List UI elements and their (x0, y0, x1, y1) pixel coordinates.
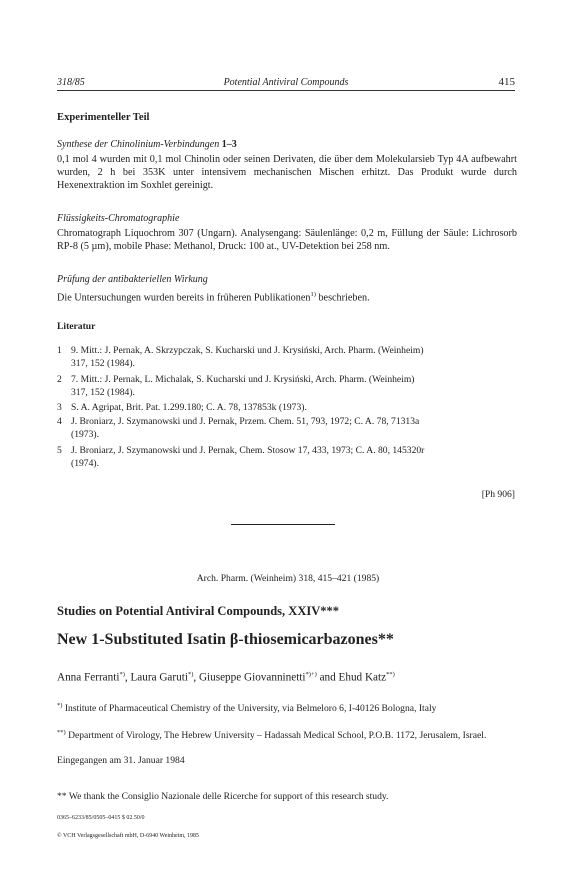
author-name: Giuseppe Giovanninetti (198, 671, 306, 684)
header-rule (57, 90, 515, 91)
manuscript-code: [Ph 906] (481, 489, 515, 500)
affiliation-2: **) Department of Virology, The Hebrew University – Hadassah Medical School, P.O.B. 1172, Jerusalem, Israel. (57, 729, 487, 742)
header-title: Potential Antiviral Compounds (223, 77, 349, 88)
literature-heading: Literatur (57, 321, 96, 332)
subsection-hplc: Flüssigkeits-Chromatographie (57, 213, 180, 224)
hplc-paragraph: Chromatograph Liquochrom 307 (Ungarn). Analysengang: Säulenlänge: 0,2 m, Füllung der Säule: Lichrosorb RP-8 (5 µm), mobile Phase: Methanol, Druck: 100 at., UV-Detektion bei 258 nm. (57, 228, 517, 252)
series-title: Studies on Potential Antiviral Compounds, XXIV*** (57, 604, 339, 618)
page-number: 415 (498, 76, 515, 88)
author-name: Anna Ferranti (57, 671, 120, 684)
subsection-synthesis: Synthese der Chinolinium-Verbindungen 1–3 (57, 139, 237, 150)
copyright-line: © VCH Verlagsgesellschaft mbH, D-6940 Weinheim, 1985 (57, 833, 200, 839)
acknowledgement: ** We thank the Consiglio Nazionale delle Ricerche for support of this research study. (57, 791, 389, 802)
received-date: Eingegangen am 31. Januar 1984 (57, 755, 185, 766)
author-name: Ehud Katz (338, 671, 387, 684)
subsection-test: Prüfung der antibakteriellen Wirkung (57, 274, 208, 285)
article-title: New 1-Substituted Isatin β-thiosemicarbazones** (57, 631, 394, 648)
section-heading: Experimenteller Teil (57, 112, 150, 123)
journal-citation: Arch. Pharm. (Weinheim) 318, 415–421 (1985) (196, 573, 380, 584)
header-issue: 318/85 (57, 77, 85, 88)
section-divider (231, 524, 335, 525)
issn-line: 0365–6233/85/0505–0415 $ 02.50/0 (57, 815, 145, 821)
synthesis-paragraph: 0,1 mol 4 wurden mit 0,1 mol Chinolin oder seinen Derivaten, die über dem Molekularsieb Typ 4A aufbewahrt wurden, 2 h bei 353K unter intensivem mechanischen Mischen erhitzt. Das Produkt wurde durch Hexenextraktion im Soxhlet gereinigt. (57, 154, 517, 191)
author-list: Anna Ferranti*), Laura Garuti*), Giuseppe Giovanninetti*)+) and Ehud Katz**) (57, 671, 395, 684)
test-paragraph: Die Untersuchungen wurden bereits in früheren Publikationen$^{1)}$ beschrieben. (57, 291, 370, 304)
affiliation-1: *) Institute of Pharmaceutical Chemistry of the University, via Belmeloro 6, I-40126 Bologna, Italy (57, 702, 437, 715)
author-name: Laura Garuti (130, 671, 188, 684)
